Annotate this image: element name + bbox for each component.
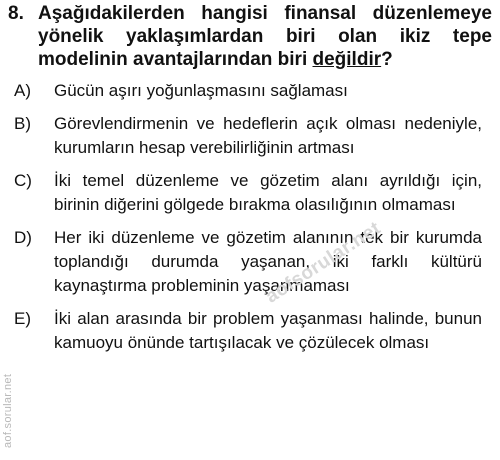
option-e[interactable] [8,307,492,355]
option-e-text: İki alan arasında bir problem yaşanması halinde, bunun kamuoyu önünde tartışılacak ve çözülecek olması [54,309,482,352]
option-b-letter: B) [14,114,31,133]
question-text-main: Aşağıdakilerden hangisi finansal düzenlemeye yönelik yaklaşımlardan biri olan ikiz tepe modelinin avantajlarından biri [38,3,492,70]
option-c-text: İki temel düzenleme ve gözetim alanı ayrıldığı için, birinin diğerini gölgede bırakma olasılığının olmaması [54,171,482,214]
question-block [8,2,492,364]
question-text [38,2,492,71]
option-d[interactable] [8,226,492,298]
answer-options [8,79,492,355]
option-d-letter: D) [14,228,32,247]
option-b[interactable] [8,112,492,160]
side-watermark: aof.sorular.net [2,373,14,448]
option-a-text: Gücün aşırı yoğunlaşmasını sağlaması [54,81,348,100]
option-a-letter: A) [14,81,31,100]
question-text-end: ? [381,49,393,70]
option-e-letter: E) [14,309,31,328]
diagonal-watermark: aofsorular.net [262,217,385,308]
option-a[interactable] [8,79,492,103]
option-c-letter: C) [14,171,32,190]
question-header [8,2,492,71]
question-number: 8. [8,3,24,24]
question-text-emphasis: değildir [312,49,382,70]
option-d-text: Her iki düzenleme ve gözetim alanının tek bir kurumda toplandığı durumda yaşanan, iki farklı kültürü kaynaştırma probleminin yaşanmaması [54,228,482,295]
option-c[interactable] [8,169,492,217]
option-b-text: Görevlendirmenin ve hedeflerin açık olması nedeniyle, kurumların hesap verebilirliğinin artması [54,114,482,157]
